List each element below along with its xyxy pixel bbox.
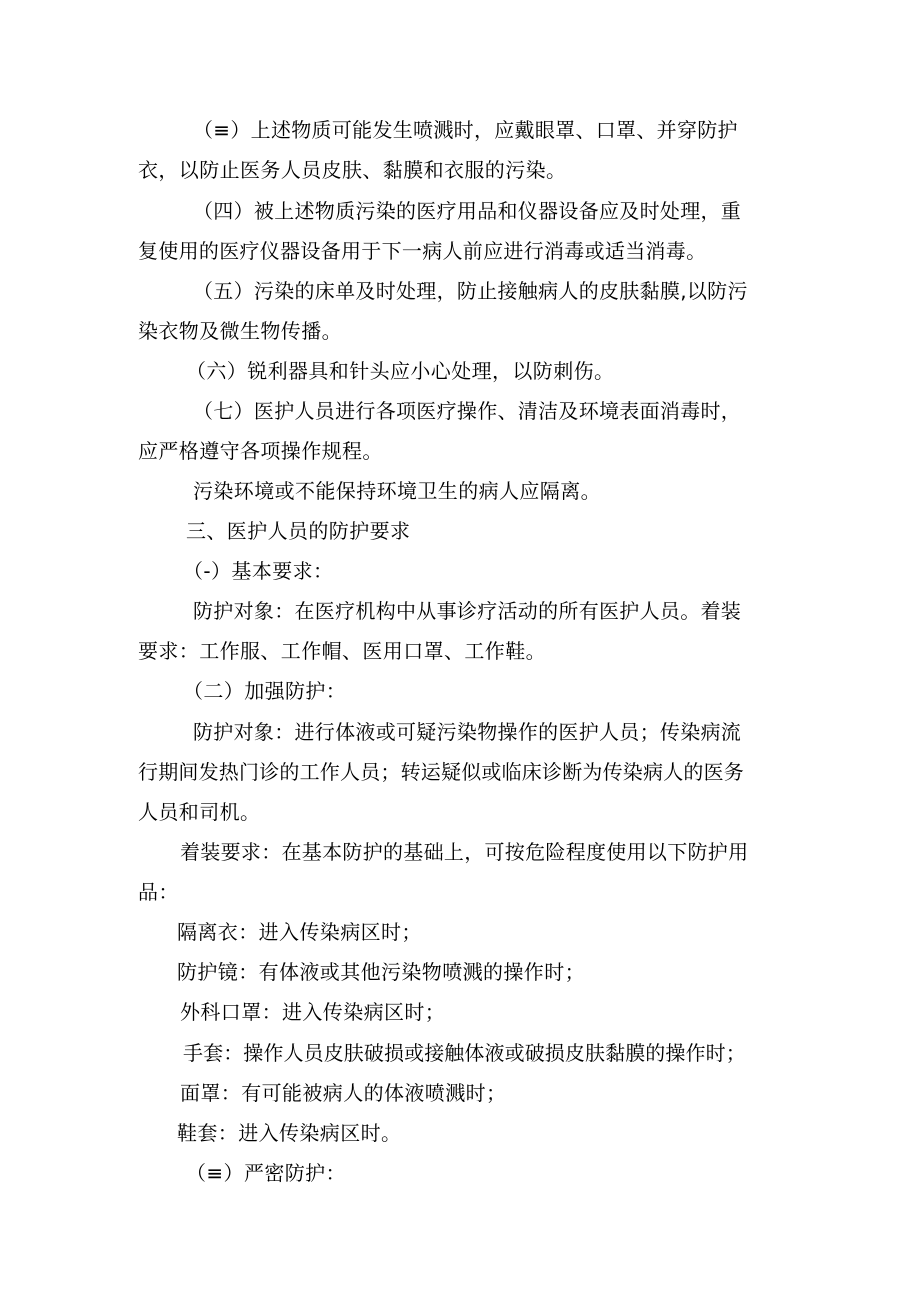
text-line: 防护对象：在医疗机构中从事诊疗活动的所有医护人员。着装: [193, 599, 742, 623]
text-line: 染衣物及微生物传播。: [138, 319, 342, 343]
text-line: 外科口罩：进入传染病区时；: [180, 1000, 446, 1024]
text-line: 衣，以防止医务人员皮肤、黏膜和衣服的污染。: [138, 158, 567, 182]
text-line: 应严格遵守各项操作规程。: [138, 439, 383, 463]
text-line: 鞋套：进入传染病区时。: [177, 1121, 402, 1145]
subsection-heading: （二）加强防护：: [183, 679, 347, 703]
text-line: 行期间发热门诊的工作人员；转运疑似或临床诊断为传染病人的医务: [138, 760, 744, 784]
text-line: （六）锐利器具和针头应小心处理，以防刺伤。: [186, 359, 615, 383]
text-line: （五）污染的床单及时处理，防止接触病人的皮肤黏膜,以防污: [193, 279, 748, 303]
text-line: 手套：操作人员皮肤破损或接触体液或破损皮肤黏膜的操作时；: [183, 1041, 746, 1065]
text-line: 人员和司机。: [138, 800, 261, 824]
section-heading: 三、医护人员的防护要求: [186, 519, 411, 543]
text-line: 污染环境或不能保持环境卫生的病人应隔离。: [193, 479, 601, 503]
text-line: 面罩：有可能被病人的体液喷溅时；: [180, 1081, 507, 1105]
text-line: （七）医护人员进行各项医疗操作、清洁及环境表面消毒时，: [193, 399, 742, 423]
text-line: 品：: [138, 880, 179, 904]
text-line: 要求：工作服、工作帽、医用口罩、工作鞋。: [138, 639, 546, 663]
subsection-heading: （-）基本要求：: [183, 559, 334, 583]
text-line: （四）被上述物质污染的医疗用品和仪器设备应及时处理，重: [193, 199, 742, 223]
text-line: 复使用的医疗仪器设备用于下一病人前应进行消毒或适当消毒。: [138, 239, 707, 263]
text-line: 防护镜：有体液或其他污染物喷溅的操作时；: [177, 960, 585, 984]
subsection-heading: （≡）严密防护：: [186, 1161, 346, 1185]
text-line: 着装要求：在基本防护的基础上，可按危险程度使用以下防护用: [180, 840, 749, 864]
text-line: （≡）上述物质可能发生喷溅时，应戴眼罩、口罩、并穿防护: [193, 118, 738, 142]
text-line: 防护对象：进行体液或可疑污染物操作的医护人员；传染病流: [193, 720, 742, 744]
text-line: 隔离衣：进入传染病区时；: [177, 920, 422, 944]
